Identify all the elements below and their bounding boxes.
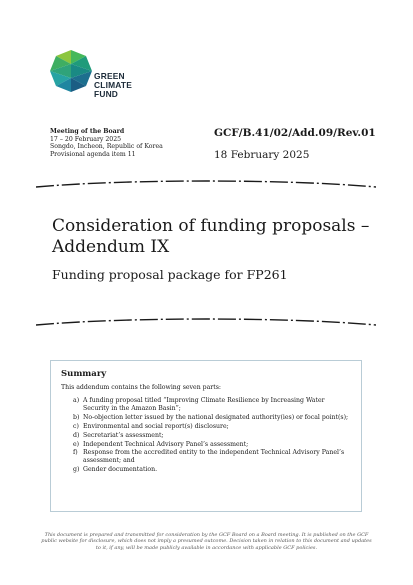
list-item-text: Gender documentation. — [83, 466, 158, 474]
list-item — [61, 432, 351, 440]
list-item — [61, 414, 351, 422]
list-marker: e) — [73, 440, 80, 448]
summary-box — [50, 360, 362, 512]
logo-line-1: GREEN — [94, 71, 125, 81]
list-marker: c) — [73, 422, 79, 430]
list-item-text: Secretariat’s assessment; — [83, 431, 164, 439]
meeting-location: Songdo, Incheon, Republic of Korea — [50, 143, 163, 151]
disclaimer-footer: This document is prepared and transmitted for consideration by the GCF Board on a Board meeting. It is published on the GCF public website for disclosure, which does not imply a presumed outcome. Decision taken in relation to this document and updates to it, if any, will be made publicly available in accordance with applicable GCF policies. — [41, 532, 372, 551]
header-divider-wave — [36, 178, 376, 192]
list-item — [61, 466, 351, 474]
gcf-logo — [48, 48, 140, 112]
list-marker: f) — [73, 449, 78, 457]
globe-icon — [48, 48, 94, 94]
document-symbol: GCF/B.41/02/Add.09/Rev.01 — [214, 127, 376, 139]
list-marker: d) — [73, 431, 80, 439]
list-item — [61, 441, 351, 449]
title-line-1: Consideration of funding proposals – — [52, 216, 370, 236]
meeting-info — [50, 128, 200, 158]
logo-wordmark — [94, 72, 132, 99]
list-item-text: Environmental and social report(s) disclosure; — [83, 422, 229, 430]
summary-intro: This addendum contains the following seven parts: — [61, 384, 222, 391]
title-divider-wave — [36, 316, 376, 330]
document-date: 18 February 2025 — [214, 149, 310, 161]
list-item — [61, 449, 351, 465]
logo-line-3: FUND — [94, 89, 119, 99]
summary-list — [61, 397, 351, 474]
list-item-text: No-objection letter issued by the national designated authority(ies) or focal point(s); — [83, 413, 349, 421]
list-marker: a) — [73, 397, 80, 404]
list-marker: b) — [73, 413, 80, 421]
logo-line-2: CLIMATE — [94, 80, 132, 90]
page-subtitle: Funding proposal package for FP261 — [52, 267, 288, 282]
title-line-2: Addendum IX — [52, 237, 170, 257]
list-item-text: Response from the accredited entity to the independent Technical Advisory Panel’s assessment; and — [83, 449, 345, 465]
list-marker: g) — [73, 466, 80, 474]
list-item-text: A funding proposal titled “Improving Climate Resilience by Increasing Water Security in the Amazon Basin”; — [83, 397, 325, 412]
meeting-heading: Meeting of the Board — [50, 128, 125, 135]
summary-heading: Summary — [61, 369, 107, 379]
list-item-text: Independent Technical Advisory Panel’s assessment; — [83, 440, 249, 448]
page-title — [52, 216, 392, 258]
meeting-dates: 17 – 20 February 2025 — [50, 135, 122, 143]
meeting-agenda: Provisional agenda item 11 — [50, 150, 136, 158]
list-item — [61, 397, 351, 413]
list-item — [61, 423, 351, 431]
